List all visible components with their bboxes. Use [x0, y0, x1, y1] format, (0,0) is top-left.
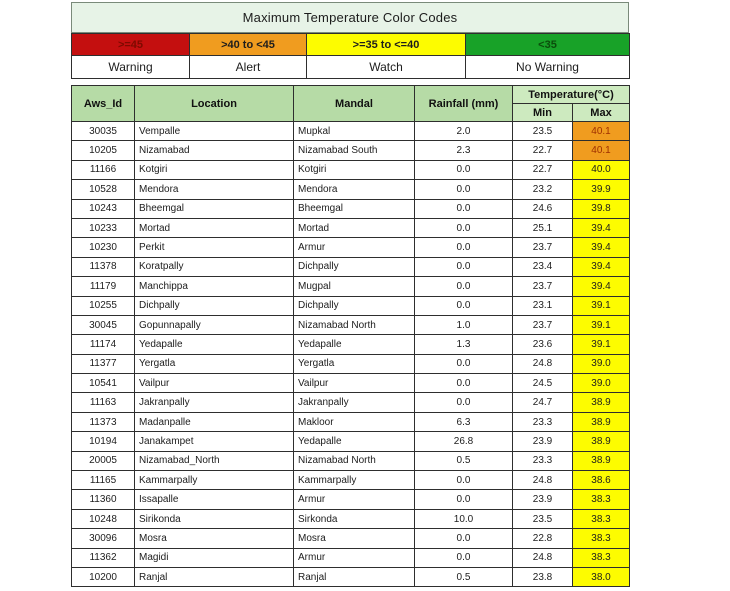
rainfall-cell: 2.3	[415, 141, 513, 160]
legend-range-warning: >=45	[72, 34, 190, 56]
rainfall-cell: 0.0	[415, 529, 513, 548]
min-temp-cell: 23.3	[513, 412, 573, 431]
table-row	[72, 257, 630, 276]
max-temp-cell: 39.9	[573, 180, 630, 199]
location-cell: Kammarpally	[135, 471, 294, 490]
legend-range-no-warning: <35	[466, 34, 630, 56]
location-cell: Nizamabad_North	[135, 451, 294, 470]
table-row	[72, 199, 630, 218]
aws-id-cell: 10230	[72, 238, 135, 257]
location-cell: Ranjal	[135, 567, 294, 586]
aws-id-cell: 30045	[72, 315, 135, 334]
table-row	[72, 412, 630, 431]
aws-id-cell: 11377	[72, 354, 135, 373]
location-cell: Vailpur	[135, 374, 294, 393]
legend-range-alert: >40 to <45	[190, 34, 307, 56]
max-temp-cell: 38.3	[573, 509, 630, 528]
table-row	[72, 471, 630, 490]
aws-id-cell: 10194	[72, 432, 135, 451]
location-cell: Yedapalle	[135, 335, 294, 354]
min-temp-cell: 24.7	[513, 393, 573, 412]
location-cell: Janakampet	[135, 432, 294, 451]
rainfall-cell: 0.0	[415, 257, 513, 276]
aws-id-cell: 11378	[72, 257, 135, 276]
rainfall-cell: 0.0	[415, 160, 513, 179]
rainfall-cell: 26.8	[415, 432, 513, 451]
location-cell: Koratpally	[135, 257, 294, 276]
rainfall-cell: 0.0	[415, 180, 513, 199]
mandal-cell: Nizamabad South	[294, 141, 415, 160]
location-cell: Manchippa	[135, 277, 294, 296]
table-row	[72, 548, 630, 567]
column-header-mandal: Mandal	[294, 86, 415, 122]
rainfall-cell: 0.0	[415, 548, 513, 567]
min-temp-cell: 23.8	[513, 567, 573, 586]
legend-label-row	[72, 56, 630, 79]
aws-id-cell: 10255	[72, 296, 135, 315]
table-row	[72, 296, 630, 315]
max-temp-cell: 38.3	[573, 529, 630, 548]
min-temp-cell: 22.7	[513, 160, 573, 179]
mandal-cell: Ranjal	[294, 567, 415, 586]
rainfall-cell: 0.0	[415, 296, 513, 315]
table-row	[72, 393, 630, 412]
min-temp-cell: 23.7	[513, 315, 573, 334]
location-cell: Mendora	[135, 180, 294, 199]
rainfall-cell: 0.0	[415, 218, 513, 237]
max-temp-cell: 39.4	[573, 238, 630, 257]
table-row	[72, 432, 630, 451]
table-row	[72, 122, 630, 141]
min-temp-cell: 23.5	[513, 509, 573, 528]
aws-id-cell: 10248	[72, 509, 135, 528]
location-cell: Bheemgal	[135, 199, 294, 218]
aws-id-cell: 11165	[72, 471, 135, 490]
max-temp-cell: 39.4	[573, 257, 630, 276]
max-temp-cell: 38.0	[573, 567, 630, 586]
column-header-aws-id: Aws_Id	[72, 86, 135, 122]
location-cell: Magidi	[135, 548, 294, 567]
aws-id-cell: 11373	[72, 412, 135, 431]
aws-id-cell: 11360	[72, 490, 135, 509]
min-temp-cell: 23.4	[513, 257, 573, 276]
min-temp-cell: 24.8	[513, 471, 573, 490]
rainfall-cell: 1.0	[415, 315, 513, 334]
mandal-cell: Mugpal	[294, 277, 415, 296]
min-temp-cell: 24.8	[513, 548, 573, 567]
stations-table-body	[72, 122, 630, 587]
aws-id-cell: 10233	[72, 218, 135, 237]
stations-table-header	[72, 86, 630, 122]
aws-id-cell: 11362	[72, 548, 135, 567]
max-temp-cell: 40.0	[573, 160, 630, 179]
min-temp-cell: 22.7	[513, 141, 573, 160]
min-temp-cell: 23.5	[513, 122, 573, 141]
max-temp-cell: 38.3	[573, 548, 630, 567]
max-temp-cell: 38.9	[573, 432, 630, 451]
legend-label-alert: Alert	[190, 56, 307, 79]
rainfall-cell: 0.0	[415, 393, 513, 412]
rainfall-cell: 0.0	[415, 277, 513, 296]
max-temp-cell: 38.9	[573, 451, 630, 470]
max-temp-cell: 39.4	[573, 277, 630, 296]
table-row	[72, 218, 630, 237]
location-cell: Nizamabad	[135, 141, 294, 160]
legend-label-watch: Watch	[307, 56, 466, 79]
max-temp-cell: 39.0	[573, 374, 630, 393]
location-cell: Mortad	[135, 218, 294, 237]
rainfall-cell: 1.3	[415, 335, 513, 354]
max-temperature-report	[71, 2, 629, 587]
aws-id-cell: 10541	[72, 374, 135, 393]
max-temp-cell: 39.1	[573, 335, 630, 354]
location-cell: Kotgiri	[135, 160, 294, 179]
column-header-location: Location	[135, 86, 294, 122]
rainfall-cell: 0.0	[415, 199, 513, 218]
column-header-max: Max	[573, 104, 630, 122]
table-row	[72, 335, 630, 354]
min-temp-cell: 23.1	[513, 296, 573, 315]
mandal-cell: Makloor	[294, 412, 415, 431]
rainfall-cell: 0.0	[415, 354, 513, 373]
max-temp-cell: 40.1	[573, 141, 630, 160]
table-row	[72, 509, 630, 528]
table-row	[72, 277, 630, 296]
aws-id-cell: 10528	[72, 180, 135, 199]
max-temp-cell: 40.1	[573, 122, 630, 141]
aws-id-cell: 30096	[72, 529, 135, 548]
mandal-cell: Mosra	[294, 529, 415, 548]
location-cell: Jakranpally	[135, 393, 294, 412]
table-row	[72, 315, 630, 334]
max-temp-cell: 38.3	[573, 490, 630, 509]
mandal-cell: Armur	[294, 490, 415, 509]
legend	[71, 33, 630, 79]
mandal-cell: Kammarpally	[294, 471, 415, 490]
mandal-cell: Armur	[294, 238, 415, 257]
mandal-cell: Mortad	[294, 218, 415, 237]
mandal-cell: Kotgiri	[294, 160, 415, 179]
aws-id-cell: 10205	[72, 141, 135, 160]
mandal-cell: Yedapalle	[294, 432, 415, 451]
aws-id-cell: 11166	[72, 160, 135, 179]
mandal-cell: Dichpally	[294, 296, 415, 315]
table-row	[72, 529, 630, 548]
column-header-rainfall: Rainfall (mm)	[415, 86, 513, 122]
mandal-cell: Armur	[294, 548, 415, 567]
mandal-cell: Mupkal	[294, 122, 415, 141]
legend-label-warning: Warning	[72, 56, 190, 79]
table-row	[72, 374, 630, 393]
min-temp-cell: 23.9	[513, 490, 573, 509]
report-title: Maximum Temperature Color Codes	[71, 2, 629, 33]
rainfall-cell: 6.3	[415, 412, 513, 431]
table-row	[72, 490, 630, 509]
mandal-cell: Nizamabad North	[294, 315, 415, 334]
legend-label-no-warning: No Warning	[466, 56, 630, 79]
rainfall-cell: 10.0	[415, 509, 513, 528]
rainfall-cell: 0.5	[415, 451, 513, 470]
location-cell: Mosra	[135, 529, 294, 548]
mandal-cell: Yedapalle	[294, 335, 415, 354]
mandal-cell: Sirkonda	[294, 509, 415, 528]
min-temp-cell: 23.9	[513, 432, 573, 451]
location-cell: Issapalle	[135, 490, 294, 509]
min-temp-cell: 23.2	[513, 180, 573, 199]
location-cell: Perkit	[135, 238, 294, 257]
aws-id-cell: 30035	[72, 122, 135, 141]
max-temp-cell: 39.4	[573, 218, 630, 237]
min-temp-cell: 23.7	[513, 238, 573, 257]
location-cell: Sirikonda	[135, 509, 294, 528]
mandal-cell: Vailpur	[294, 374, 415, 393]
column-header-temperature: Temperature(°C)	[513, 86, 630, 104]
legend-range-watch: >=35 to <=40	[307, 34, 466, 56]
location-cell: Madanpalle	[135, 412, 294, 431]
min-temp-cell: 25.1	[513, 218, 573, 237]
min-temp-cell: 24.8	[513, 354, 573, 373]
table-row	[72, 354, 630, 373]
max-temp-cell: 38.9	[573, 393, 630, 412]
max-temp-cell: 39.0	[573, 354, 630, 373]
min-temp-cell: 23.3	[513, 451, 573, 470]
aws-id-cell: 11163	[72, 393, 135, 412]
rainfall-cell: 0.5	[415, 567, 513, 586]
stations-table	[71, 85, 630, 587]
max-temp-cell: 39.1	[573, 296, 630, 315]
location-cell: Yergatla	[135, 354, 294, 373]
min-temp-cell: 23.6	[513, 335, 573, 354]
aws-id-cell: 11174	[72, 335, 135, 354]
rainfall-cell: 0.0	[415, 374, 513, 393]
rainfall-cell: 2.0	[415, 122, 513, 141]
max-temp-cell: 38.9	[573, 412, 630, 431]
table-row	[72, 160, 630, 179]
rainfall-cell: 0.0	[415, 471, 513, 490]
aws-id-cell: 20005	[72, 451, 135, 470]
mandal-cell: Bheemgal	[294, 199, 415, 218]
table-row	[72, 141, 630, 160]
max-temp-cell: 39.1	[573, 315, 630, 334]
mandal-cell: Dichpally	[294, 257, 415, 276]
mandal-cell: Nizamabad North	[294, 451, 415, 470]
min-temp-cell: 22.8	[513, 529, 573, 548]
min-temp-cell: 24.5	[513, 374, 573, 393]
aws-id-cell: 10200	[72, 567, 135, 586]
location-cell: Vempalle	[135, 122, 294, 141]
legend-range-row	[72, 34, 630, 56]
table-row	[72, 180, 630, 199]
max-temp-cell: 39.8	[573, 199, 630, 218]
table-row	[72, 451, 630, 470]
aws-id-cell: 11179	[72, 277, 135, 296]
mandal-cell: Yergatla	[294, 354, 415, 373]
mandal-cell: Mendora	[294, 180, 415, 199]
mandal-cell: Jakranpally	[294, 393, 415, 412]
min-temp-cell: 23.7	[513, 277, 573, 296]
location-cell: Dichpally	[135, 296, 294, 315]
table-row	[72, 567, 630, 586]
max-temp-cell: 38.6	[573, 471, 630, 490]
table-row	[72, 238, 630, 257]
location-cell: Gopunnapally	[135, 315, 294, 334]
min-temp-cell: 24.6	[513, 199, 573, 218]
rainfall-cell: 0.0	[415, 238, 513, 257]
rainfall-cell: 0.0	[415, 490, 513, 509]
aws-id-cell: 10243	[72, 199, 135, 218]
column-header-min: Min	[513, 104, 573, 122]
